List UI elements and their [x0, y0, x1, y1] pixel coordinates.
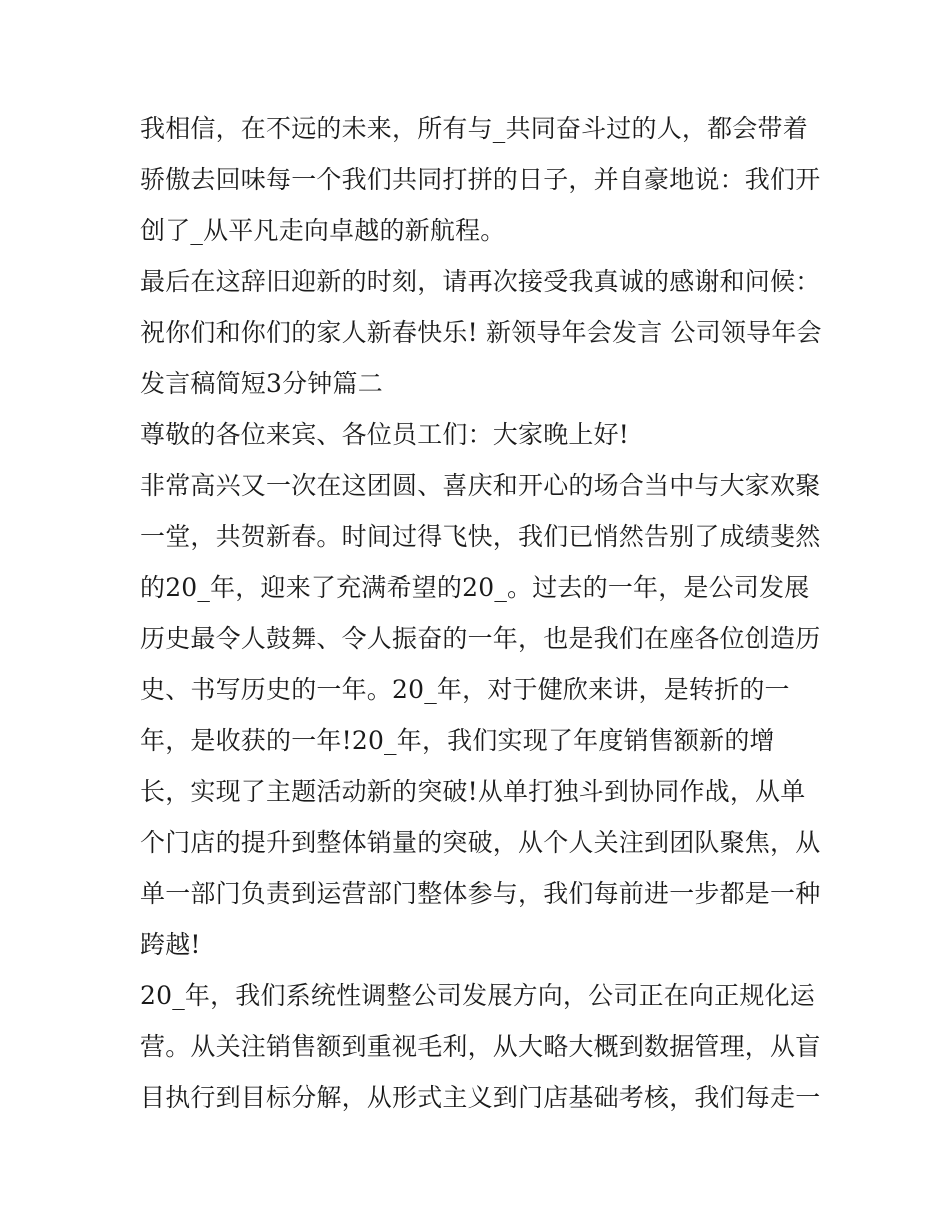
- paragraph-line: 目执行到目标分解，从形式主义到门店基础考核，我们每走一: [140, 1083, 821, 1112]
- paragraph-line: 非常高兴又一次在这团圆、喜庆和开心的场合当中与大家欢聚: [140, 471, 821, 500]
- paragraph-line: 骄傲去回味每一个我们共同打拼的日子，并自豪地说：我们开: [140, 165, 821, 194]
- paragraph-line: 跨越!: [140, 930, 201, 959]
- paragraph-line: 历史最令人鼓舞、令人振奋的一年，也是我们在座各位创造历: [140, 624, 821, 653]
- paragraph-line: 长，实现了主题活动新的突破!从单打独斗到协同作战，从单: [140, 777, 806, 806]
- paragraph-line: 创了_从平凡走向卓越的新航程。: [140, 216, 506, 245]
- paragraph-line: 单一部门负责到运营部门整体参与，我们每前进一步都是一种: [140, 879, 821, 908]
- paragraph-line: 年，是收获的一年!20_年，我们实现了年度销售额新的增: [140, 726, 775, 755]
- paragraph-line: 20_年，我们系统性调整公司发展方向，公司正在向正规化运: [140, 981, 815, 1010]
- paragraph-line: 祝你们和你们的家人新春快乐! 新领导年会发言 公司领导年会: [140, 318, 822, 347]
- paragraph-line: 营。从关注销售额到重视毛利，从大略大概到数据管理，从盲: [140, 1032, 821, 1061]
- section-heading-line: 发言稿简短3分钟篇二: [140, 369, 383, 398]
- paragraph-line: 我相信，在不远的未来，所有与_共同奋斗过的人，都会带着: [140, 114, 808, 143]
- paragraph-line: 个门店的提升到整体销量的突破，从个人关注到团队聚焦，从: [140, 828, 821, 857]
- paragraph-line: 史、书写历史的一年。20_年，对于健欣来讲，是转折的一: [140, 675, 790, 704]
- salutation-line: 尊敬的各位来宾、各位员工们：大家晚上好!: [140, 420, 630, 449]
- paragraph-line: 的20_年，迎来了充满希望的20_。过去的一年，是公司发展: [140, 573, 810, 602]
- paragraph-line: 最后在这辞旧迎新的时刻，请再次接受我真诚的感谢和问候：: [140, 267, 821, 296]
- paragraph-line: 一堂，共贺新春。时间过得飞快，我们已悄然告别了成绩斐然: [140, 522, 821, 551]
